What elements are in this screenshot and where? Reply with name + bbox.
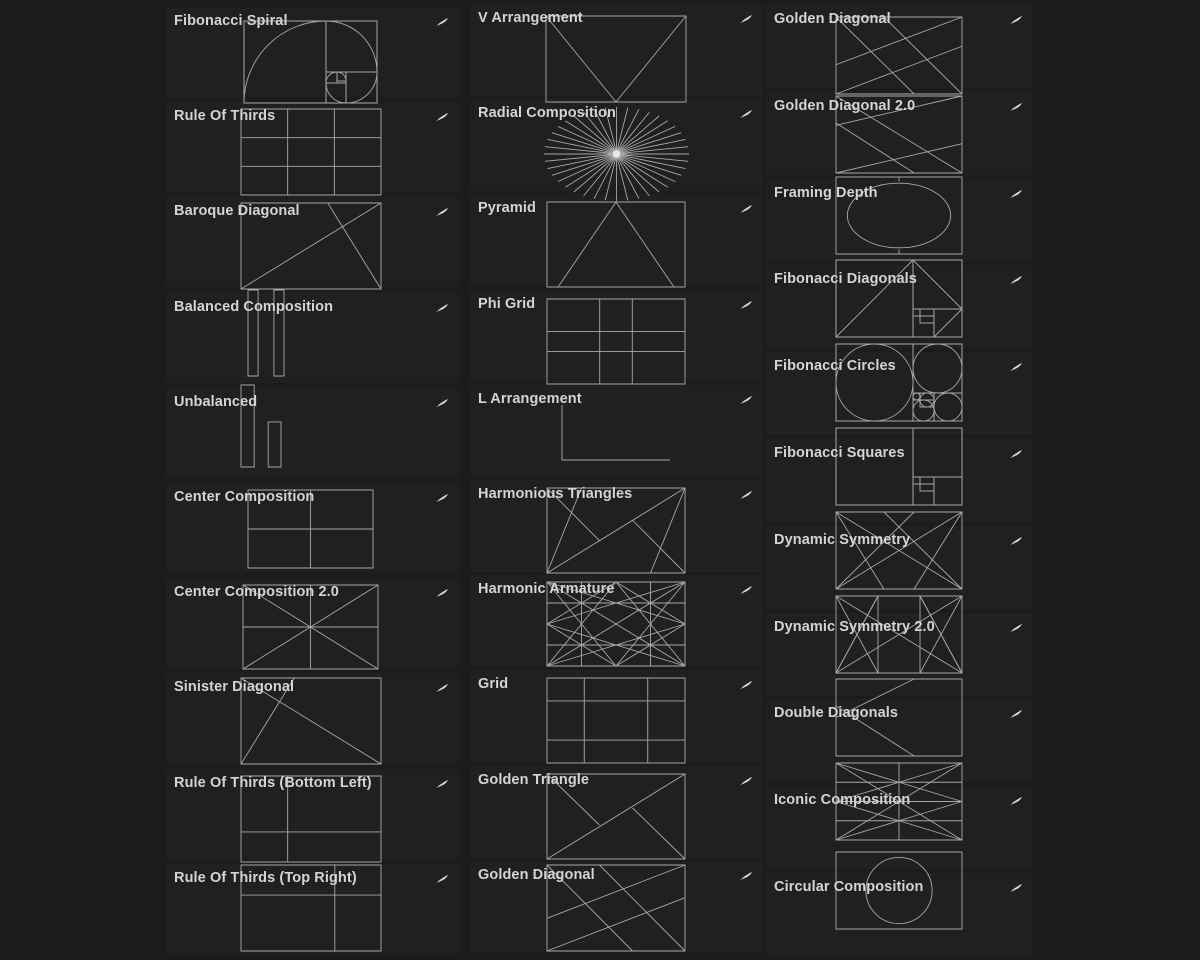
guide-line bbox=[546, 16, 616, 102]
radial-ray bbox=[545, 155, 613, 162]
light-block bbox=[268, 422, 281, 467]
fibonacci-circle bbox=[913, 400, 934, 421]
guide-line bbox=[836, 17, 962, 65]
composition-thumbnail bbox=[241, 865, 381, 951]
composition-card-l-arrangement[interactable] bbox=[470, 385, 763, 477]
guide-line bbox=[884, 17, 962, 94]
thumbnail-frame bbox=[547, 865, 685, 951]
card-title: Rule Of Thirds bbox=[174, 108, 276, 124]
composition-card-circular-composition[interactable] bbox=[766, 873, 1033, 956]
composition-card-golden-triangle[interactable] bbox=[470, 766, 763, 858]
guide-line bbox=[836, 96, 962, 125]
guide-line bbox=[547, 488, 599, 541]
guide-line bbox=[836, 46, 962, 94]
brush-icon[interactable] bbox=[1009, 536, 1023, 546]
card-title: Dynamic Symmetry bbox=[774, 532, 911, 548]
composition-card-harmonious-triangles[interactable] bbox=[470, 480, 763, 572]
radial-ray bbox=[545, 147, 613, 154]
guide-line bbox=[914, 512, 962, 589]
brush-icon[interactable] bbox=[435, 779, 449, 789]
fibonacci-square bbox=[326, 21, 377, 72]
composition-thumbnail bbox=[836, 177, 962, 254]
card-title: Fibonacci Diagonals bbox=[774, 271, 917, 287]
thumbnail-frame bbox=[547, 678, 685, 763]
composition-card-golden-diagonal-2-0[interactable] bbox=[766, 92, 1033, 175]
guide-line bbox=[836, 123, 914, 173]
guide-line bbox=[616, 16, 686, 102]
composition-thumbnail bbox=[836, 679, 962, 756]
composition-circle bbox=[866, 857, 932, 923]
brush-icon[interactable] bbox=[1009, 15, 1023, 25]
card-title: Phi Grid bbox=[478, 296, 536, 312]
guide-line bbox=[651, 488, 686, 573]
guide-line bbox=[913, 260, 962, 309]
composition-thumbnail bbox=[836, 596, 962, 673]
brush-icon[interactable] bbox=[1009, 796, 1023, 806]
card-title: Golden Diagonal bbox=[774, 11, 891, 27]
brush-icon[interactable] bbox=[1009, 102, 1023, 112]
composition-thumbnail bbox=[836, 344, 962, 421]
guide-line bbox=[547, 898, 685, 951]
composition-card-pyramid[interactable] bbox=[470, 194, 763, 286]
main-diagonal bbox=[547, 488, 685, 573]
card-title: Circular Composition bbox=[774, 879, 924, 895]
composition-thumbnail bbox=[836, 17, 962, 94]
brush-icon[interactable] bbox=[435, 303, 449, 313]
fibonacci-circle bbox=[913, 393, 920, 400]
composition-thumbnail bbox=[244, 21, 377, 103]
brush-icon[interactable] bbox=[739, 204, 753, 214]
brush-icon[interactable] bbox=[1009, 189, 1023, 199]
brush-icon[interactable] bbox=[739, 871, 753, 881]
brush-icon[interactable] bbox=[435, 398, 449, 408]
card-title: Golden Diagonal bbox=[478, 867, 595, 883]
card-title: Center Composition bbox=[174, 489, 315, 505]
composition-card-fibonacci-diagonals[interactable] bbox=[766, 265, 1033, 348]
card-title: Baroque Diagonal bbox=[174, 203, 300, 219]
composition-thumbnail bbox=[547, 202, 685, 287]
composition-card-golden-diagonal[interactable] bbox=[766, 5, 1033, 88]
composition-card-fibonacci-spiral[interactable] bbox=[166, 7, 459, 97]
radial-ray bbox=[565, 121, 613, 151]
brush-icon[interactable] bbox=[1009, 709, 1023, 719]
composition-card-rule-of-thirds-bottom-left[interactable] bbox=[166, 769, 459, 859]
fibonacci-square bbox=[913, 309, 920, 316]
card-title: Golden Triangle bbox=[478, 772, 590, 788]
card-title: Fibonacci Squares bbox=[774, 445, 905, 461]
composition-thumbnail bbox=[547, 678, 685, 763]
composition-thumbnail bbox=[836, 96, 962, 173]
fibonacci-circle bbox=[934, 393, 962, 421]
composition-thumbnail bbox=[544, 107, 689, 201]
composition-thumbnail bbox=[836, 852, 962, 929]
card-title: Rule Of Thirds (Bottom Left) bbox=[174, 775, 372, 791]
framing-ellipse bbox=[847, 183, 950, 248]
guide-line bbox=[633, 520, 685, 573]
composition-thumbnail bbox=[547, 774, 685, 859]
radial-ray bbox=[619, 121, 667, 151]
composition-card-v-arrangement[interactable] bbox=[470, 4, 763, 96]
brush-icon[interactable] bbox=[739, 395, 753, 405]
guide-line bbox=[836, 17, 914, 94]
card-title: Radial Composition bbox=[478, 105, 616, 121]
thumbnail-frame bbox=[547, 299, 685, 384]
thumbnail-frame bbox=[836, 260, 962, 337]
composition-card-rule-of-thirds-top-right[interactable] bbox=[166, 864, 459, 954]
radial-ray bbox=[617, 158, 628, 200]
composition-thumbnail bbox=[243, 585, 378, 669]
fibonacci-circle bbox=[913, 344, 962, 393]
radial-ray bbox=[574, 157, 614, 192]
composition-card-framing-depth[interactable] bbox=[766, 179, 1033, 262]
guide-line bbox=[884, 512, 962, 589]
card-title: Double Diagonals bbox=[774, 705, 899, 721]
composition-thumbnail bbox=[241, 109, 381, 195]
thumbnail-frame bbox=[836, 344, 962, 421]
card-title: Grid bbox=[478, 676, 509, 692]
guide-line bbox=[633, 808, 685, 859]
card-title: Golden Diagonal 2.0 bbox=[774, 98, 916, 114]
composition-card-harmonic-armature[interactable] bbox=[470, 575, 763, 667]
radial-ray bbox=[574, 116, 614, 151]
guide-line bbox=[599, 865, 685, 951]
thumbnail-frame bbox=[546, 16, 686, 102]
golden-spiral bbox=[244, 21, 377, 103]
card-title: Center Composition 2.0 bbox=[174, 584, 339, 600]
thumbnail-frame bbox=[836, 852, 962, 929]
card-title: Balanced Composition bbox=[174, 299, 334, 315]
fibonacci-square bbox=[913, 428, 962, 477]
main-diagonal bbox=[241, 203, 381, 289]
brush-icon[interactable] bbox=[435, 493, 449, 503]
composition-card-baroque-diagonal[interactable] bbox=[166, 197, 459, 287]
thumbnail-frame bbox=[836, 428, 962, 505]
composition-card-sinister-diagonal[interactable] bbox=[166, 673, 459, 763]
card-title: Iconic Composition bbox=[774, 792, 911, 808]
guide-line bbox=[616, 202, 674, 287]
heavy-block bbox=[241, 385, 254, 467]
composition-thumbnail bbox=[547, 299, 685, 384]
fibonacci-square bbox=[346, 72, 377, 103]
composition-thumbnail bbox=[241, 776, 381, 862]
composition-card-fibonacci-circles[interactable] bbox=[766, 352, 1033, 435]
balance-block-right bbox=[274, 290, 284, 376]
fibonacci-square bbox=[913, 484, 934, 505]
guide-line bbox=[558, 202, 616, 287]
card-title: L Arrangement bbox=[478, 391, 582, 407]
composition-card-balanced-composition[interactable] bbox=[166, 293, 459, 383]
fibonacci-square bbox=[836, 428, 913, 505]
brush-icon[interactable] bbox=[1009, 623, 1023, 633]
brush-icon[interactable] bbox=[435, 683, 449, 693]
guide-line bbox=[934, 309, 962, 337]
reciprocal-line bbox=[328, 203, 381, 289]
reciprocal-line bbox=[241, 678, 294, 764]
brush-icon[interactable] bbox=[1009, 883, 1023, 893]
brush-icon[interactable] bbox=[435, 207, 449, 217]
brush-icon[interactable] bbox=[1009, 275, 1023, 285]
brush-icon[interactable] bbox=[1009, 449, 1023, 459]
composition-card-unbalanced[interactable] bbox=[166, 388, 459, 478]
guide-line bbox=[836, 512, 914, 589]
brush-icon[interactable] bbox=[1009, 362, 1023, 372]
guide-line bbox=[836, 512, 884, 589]
composition-thumbnail bbox=[241, 203, 381, 289]
thumbnail-frame bbox=[547, 202, 685, 287]
composition-card-fibonacci-squares[interactable] bbox=[766, 439, 1033, 522]
guide-line bbox=[836, 679, 914, 718]
composition-thumbnail bbox=[836, 763, 962, 840]
guide-line bbox=[547, 865, 685, 918]
composition-thumbnail bbox=[248, 290, 284, 376]
card-title: V Arrangement bbox=[478, 10, 583, 26]
thumbnail-frame bbox=[241, 776, 381, 862]
brush-icon[interactable] bbox=[739, 680, 753, 690]
brush-icon[interactable] bbox=[739, 300, 753, 310]
thumbnail-frame bbox=[244, 21, 377, 103]
l-shape bbox=[562, 405, 670, 460]
composition-card-grid[interactable] bbox=[470, 670, 763, 762]
composition-card-phi-grid[interactable] bbox=[470, 290, 763, 382]
card-title: Harmonious Triangles bbox=[478, 486, 633, 502]
thumbnail-frame bbox=[836, 679, 962, 756]
guide-line bbox=[836, 260, 913, 337]
card-title: Framing Depth bbox=[774, 185, 878, 201]
radial-ray bbox=[617, 108, 628, 150]
fibonacci-square bbox=[244, 21, 326, 103]
fibonacci-square bbox=[913, 477, 920, 484]
thumbnail-frame bbox=[836, 177, 962, 254]
composition-card-golden-diagonal[interactable] bbox=[470, 861, 763, 953]
radial-ray bbox=[619, 157, 659, 192]
brush-icon[interactable] bbox=[739, 585, 753, 595]
balance-block-left bbox=[248, 290, 258, 376]
radial-center bbox=[613, 150, 621, 158]
composition-thumbnail bbox=[547, 582, 685, 666]
brush-icon[interactable] bbox=[739, 14, 753, 24]
composition-card-center-composition-2-0[interactable] bbox=[166, 578, 459, 668]
thumbnail-frame bbox=[241, 109, 381, 195]
composition-thumbnail bbox=[546, 16, 686, 102]
brush-icon[interactable] bbox=[435, 112, 449, 122]
radial-ray bbox=[565, 157, 613, 187]
composition-card-rule-of-thirds[interactable] bbox=[166, 102, 459, 192]
radial-ray bbox=[619, 116, 659, 151]
fibonacci-square bbox=[934, 477, 962, 505]
guide-line bbox=[836, 706, 914, 756]
composition-thumbnail bbox=[547, 488, 685, 573]
composition-card-radial-composition[interactable] bbox=[470, 99, 763, 191]
thumbnail-frame bbox=[836, 17, 962, 94]
composition-thumbnail bbox=[241, 385, 281, 467]
radial-ray bbox=[620, 147, 688, 154]
composition-thumbnail bbox=[836, 512, 962, 589]
radial-ray bbox=[620, 155, 688, 162]
card-title: Sinister Diagonal bbox=[174, 679, 295, 695]
card-title: Fibonacci Circles bbox=[774, 358, 896, 374]
brush-icon[interactable] bbox=[435, 17, 449, 27]
brush-icon[interactable] bbox=[739, 490, 753, 500]
card-title: Harmonic Armature bbox=[478, 581, 615, 597]
brush-icon[interactable] bbox=[739, 776, 753, 786]
main-diagonal bbox=[241, 678, 381, 764]
composition-thumbnail bbox=[241, 678, 381, 764]
composition-thumbnail bbox=[547, 865, 685, 951]
radial-ray bbox=[605, 158, 616, 200]
card-title: Dynamic Symmetry 2.0 bbox=[774, 619, 935, 635]
brush-icon[interactable] bbox=[435, 588, 449, 598]
brush-icon[interactable] bbox=[739, 109, 753, 119]
radial-ray bbox=[619, 157, 667, 187]
guide-line bbox=[547, 774, 599, 825]
radial-ray bbox=[605, 108, 616, 150]
guide-line bbox=[547, 488, 582, 573]
brush-icon[interactable] bbox=[435, 874, 449, 884]
thumbnail-frame bbox=[241, 865, 381, 951]
composition-thumbnail bbox=[836, 428, 962, 505]
fibonacci-square bbox=[913, 316, 934, 337]
guide-line bbox=[547, 865, 633, 951]
fibonacci-circle bbox=[836, 344, 913, 421]
composition-thumbnail bbox=[562, 405, 670, 460]
composition-card-center-composition[interactable] bbox=[166, 483, 459, 573]
card-title: Rule Of Thirds (Top Right) bbox=[174, 870, 357, 886]
composition-thumbnail bbox=[248, 490, 373, 568]
composition-thumbnail bbox=[836, 260, 962, 337]
card-title: Unbalanced bbox=[174, 394, 258, 410]
card-title: Pyramid bbox=[478, 200, 536, 216]
guide-line bbox=[836, 144, 962, 173]
main-diagonal bbox=[547, 774, 685, 859]
guide-line bbox=[836, 96, 962, 173]
card-title: Fibonacci Spiral bbox=[174, 13, 288, 29]
